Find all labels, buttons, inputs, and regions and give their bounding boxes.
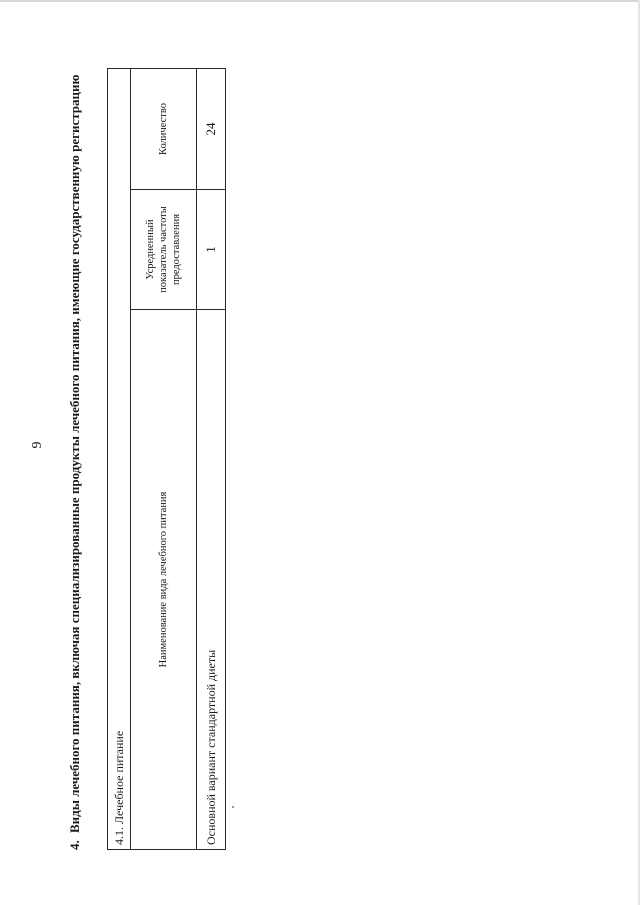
section-heading-text: Виды лечебного питания, включая специализированные продукты лечебного питания, имеющие государственную регистрацию bbox=[67, 74, 82, 833]
nutrition-table bbox=[107, 68, 226, 850]
section-heading-number: 4. bbox=[67, 840, 82, 850]
scan-edge-top bbox=[0, 0, 640, 2]
section-heading bbox=[66, 42, 84, 850]
header-cell-name: Наименование вида лечебного питания bbox=[131, 309, 196, 849]
row-cell-frequency: 1 bbox=[197, 189, 225, 309]
table-header-row bbox=[131, 69, 197, 849]
header-cell-frequency: Усредненный показатель частоты предоставления bbox=[131, 189, 196, 309]
row-cell-quantity: 24 bbox=[203, 122, 218, 136]
table-row bbox=[197, 69, 225, 849]
scan-speck bbox=[232, 806, 234, 808]
row-cell-name: Основной вариант стандартной диеты bbox=[197, 309, 225, 849]
header-cell-quantity: Количество bbox=[158, 102, 169, 156]
page-number: 9 bbox=[30, 441, 45, 449]
rotated-content bbox=[30, 20, 230, 870]
table-section-title: 4.1. Лечебное питание bbox=[108, 69, 131, 849]
